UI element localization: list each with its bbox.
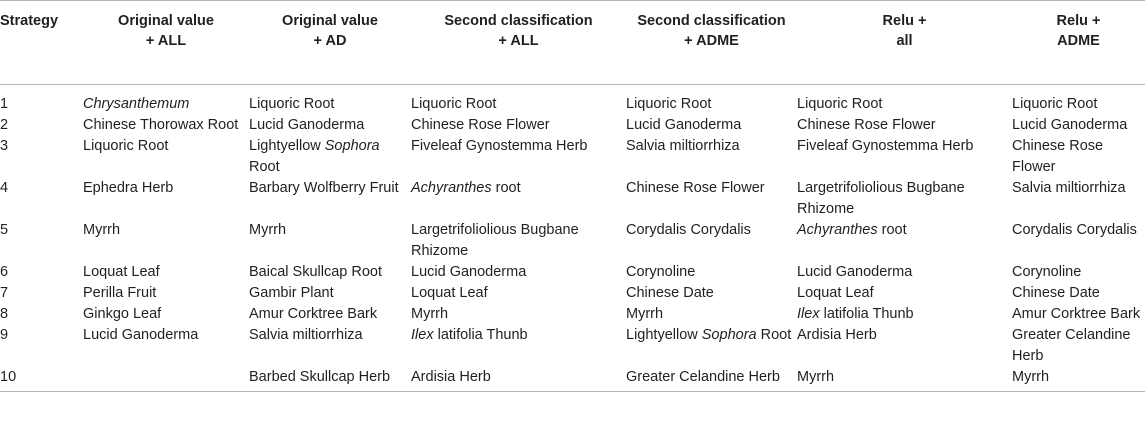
column-header (249, 1, 411, 85)
table-row (0, 220, 1145, 262)
cell-text: Loquat Leaf (797, 285, 874, 301)
cell-text: Lucid Ganoderma (249, 117, 365, 133)
table-cell (797, 283, 1012, 304)
cell-text: Lucid Ganoderma (1012, 117, 1128, 133)
strategy-number: 5 (0, 222, 9, 238)
table-cell (83, 115, 249, 136)
strategy-number: 7 (0, 285, 9, 301)
cell-text: Greater Celandine Herb (626, 369, 780, 385)
table-cell (626, 304, 797, 325)
cell-text: Ginkgo Leaf (83, 306, 162, 322)
cell-text: Myrrh (411, 306, 449, 322)
strategy-number: 10 (0, 367, 83, 392)
table-cell (249, 115, 411, 136)
header-row (0, 1, 1145, 85)
cell-text: Myrrh (1012, 369, 1050, 385)
column-header-line2: ADME (1057, 33, 1100, 49)
cell-italic-text: Achyranthes (411, 180, 492, 196)
cell-text: Myrrh (797, 369, 835, 385)
table-cell (83, 304, 249, 325)
cell-text: Myrrh (626, 306, 664, 322)
cell-italic-text: Ilex (797, 306, 820, 322)
table-cell (626, 220, 797, 262)
strategy-number: 9 (0, 327, 9, 343)
cell-text: Ardisia Herb (411, 369, 491, 385)
cell-text: Chinese Rose Flower (797, 117, 936, 133)
column-header-line2: + ADME (684, 33, 739, 49)
table-cell (797, 115, 1012, 136)
table-body (0, 85, 1145, 392)
column-header-line2: + ALL (145, 33, 187, 49)
table-cell (1012, 304, 1145, 325)
strategy-number: 8 (0, 306, 9, 322)
table-cell (83, 367, 249, 392)
cell-text: Salvia miltiorrhiza (626, 138, 740, 154)
cell-text: Liquoric Root (411, 96, 497, 112)
cell-text: root (877, 222, 907, 238)
table-cell (249, 262, 411, 283)
table-cell (83, 262, 249, 283)
column-header-line1: Second classification (637, 13, 786, 29)
table-cell (626, 367, 797, 392)
column-header (626, 1, 797, 85)
cell-text: Barbary Wolfberry Fruit (249, 180, 399, 196)
table-cell (1012, 262, 1145, 283)
table-row (0, 178, 1145, 220)
table-row (0, 262, 1145, 283)
cell-text: Corydalis Corydalis (1012, 222, 1137, 238)
table-cell (797, 262, 1012, 283)
table-cell (626, 262, 797, 283)
cell-text: Liquoric Root (626, 96, 712, 112)
table-cell (411, 367, 626, 392)
table-cell (249, 136, 411, 178)
strategy-number: 6 (0, 264, 9, 280)
column-header-line1: Relu + (882, 13, 927, 29)
cell-text: Baical Skullcap Root (249, 264, 382, 280)
table-cell (83, 283, 249, 304)
table-cell (1012, 85, 1145, 116)
table-row (0, 85, 1145, 116)
strategy-number: 1 (0, 96, 9, 112)
table-row (0, 367, 1145, 392)
cell-text: Ephedra Herb (83, 180, 174, 196)
table-cell (249, 325, 411, 367)
cell-italic-text: Sophora (324, 138, 380, 154)
strategy-number: 4 (0, 180, 9, 196)
table-cell (626, 178, 797, 220)
cell-text: Liquoric Root (797, 96, 883, 112)
table-cell (797, 220, 1012, 262)
table-cell (1012, 178, 1145, 220)
table-cell (1012, 325, 1145, 367)
cell-text: Fiveleaf Gynostemma Herb (797, 138, 974, 154)
strategy-number: 3 (0, 138, 9, 154)
table-cell (83, 220, 249, 262)
table-cell (411, 262, 626, 283)
cell-text: Root (756, 327, 792, 343)
table-row (0, 283, 1145, 304)
cell-text: Amur Corktree Bark (1012, 306, 1141, 322)
table-cell (411, 325, 626, 367)
table-row (0, 115, 1145, 136)
cell-text: Corynoline (1012, 264, 1082, 280)
column-header-line2: + ALL (498, 33, 539, 49)
table-cell (249, 178, 411, 220)
table-cell (411, 220, 626, 262)
cell-text: Chinese Rose Flower (626, 180, 765, 196)
table-cell (797, 304, 1012, 325)
table-cell (797, 367, 1012, 392)
cell-text: Lightyellow (626, 327, 702, 343)
table-cell (249, 220, 411, 262)
column-header (1012, 1, 1145, 85)
table-cell (1012, 115, 1145, 136)
cell-text: Barbed Skullcap Herb (249, 369, 391, 385)
column-header-line1: Relu + (1056, 13, 1101, 29)
table-cell (249, 367, 411, 392)
cell-text: Largetrifoliolious Bugbane Rhizome (411, 222, 579, 259)
column-header (0, 1, 83, 85)
column-header (411, 1, 626, 85)
cell-text: Chinese Rose Flower (1012, 138, 1104, 175)
cell-text: Largetrifoliolious Bugbane Rhizome (797, 180, 965, 217)
cell-text: Gambir Plant (249, 285, 334, 301)
cell-text: Loquat Leaf (83, 264, 160, 280)
table-cell (626, 115, 797, 136)
cell-text: Loquat Leaf (411, 285, 488, 301)
column-header (83, 1, 249, 85)
column-header-line1: Original value (118, 13, 214, 29)
table-cell (411, 85, 626, 116)
table-cell (249, 304, 411, 325)
cell-text: Salvia miltiorrhiza (1012, 180, 1126, 196)
cell-text: Liquoric Root (1012, 96, 1098, 112)
cell-text: Amur Corktree Bark (249, 306, 378, 322)
cell-text: Corynoline (626, 264, 696, 280)
cell-text: Lucid Ganoderma (626, 117, 742, 133)
cell-text: Lucid Ganoderma (797, 264, 913, 280)
cell-text: Chinese Thorowax Root (83, 117, 239, 133)
cell-text: latifolia Thunb (819, 306, 914, 322)
cell-text: Ardisia Herb (797, 327, 877, 343)
table-cell (797, 85, 1012, 116)
table-cell (83, 325, 249, 367)
column-header-line1: Second classification (444, 13, 593, 29)
cell-text: Corydalis Corydalis (626, 222, 751, 238)
table-cell (411, 283, 626, 304)
table-row (0, 136, 1145, 178)
cell-text: Greater Celandine Herb (1012, 327, 1131, 364)
table-cell (797, 136, 1012, 178)
table-cell (411, 115, 626, 136)
table-cell (626, 325, 797, 367)
table-cell (797, 325, 1012, 367)
table-cell (83, 178, 249, 220)
table-cell (249, 283, 411, 304)
cell-text: Liquoric Root (83, 138, 169, 154)
cell-text: root (491, 180, 521, 196)
cell-italic-text: Chrysanthemum (83, 96, 190, 112)
table-cell (83, 85, 249, 116)
cell-text: Lucid Ganoderma (411, 264, 527, 280)
cell-text: latifolia Thunb (433, 327, 528, 343)
table-cell (411, 178, 626, 220)
cell-text: Liquoric Root (249, 96, 335, 112)
table-cell (411, 136, 626, 178)
table-cell (626, 136, 797, 178)
cell-italic-text: Sophora (701, 327, 757, 343)
column-header-line1: Strategy (0, 13, 59, 29)
table-cell (411, 304, 626, 325)
table-cell (83, 136, 249, 178)
column-header (797, 1, 1012, 85)
column-header-line2: all (896, 33, 913, 49)
cell-text: Chinese Rose Flower (411, 117, 550, 133)
table-cell (1012, 136, 1145, 178)
cell-text: Chinese Date (626, 285, 714, 301)
table-cell (626, 283, 797, 304)
table-row (0, 325, 1145, 367)
cell-text: Chinese Date (1012, 285, 1100, 301)
column-header-line1: Original value (282, 13, 378, 29)
strategy-number: 2 (0, 117, 9, 133)
table-cell (797, 178, 1012, 220)
cell-text: Lightyellow (249, 138, 325, 154)
cell-text: Root (249, 159, 280, 175)
cell-text: Salvia miltiorrhiza (249, 327, 363, 343)
column-header-line2: + AD (313, 33, 347, 49)
cell-italic-text: Ilex (411, 327, 434, 343)
table-cell (1012, 283, 1145, 304)
cell-italic-text: Achyranthes (797, 222, 878, 238)
cell-text: Fiveleaf Gynostemma Herb (411, 138, 588, 154)
table-cell (1012, 220, 1145, 262)
table-cell (1012, 367, 1145, 392)
table-cell (249, 85, 411, 116)
table-row (0, 304, 1145, 325)
cell-text: Perilla Fruit (83, 285, 157, 301)
cell-text: Lucid Ganoderma (83, 327, 199, 343)
cell-text: Myrrh (83, 222, 121, 238)
cell-text: Myrrh (249, 222, 287, 238)
table-cell (626, 85, 797, 116)
table-header (0, 1, 1145, 85)
